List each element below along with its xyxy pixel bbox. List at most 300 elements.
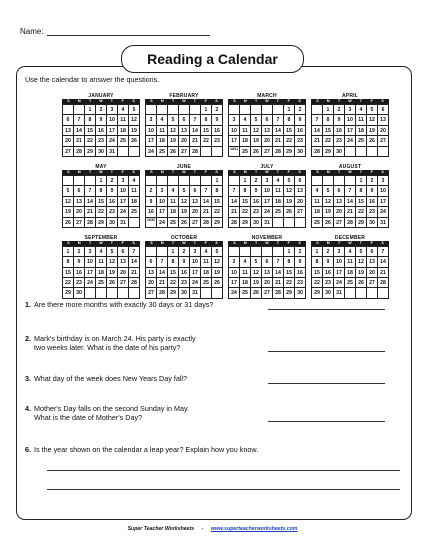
day-cell: 25: [240, 147, 251, 157]
weekday-label: W: [265, 99, 269, 103]
day-cell: 10: [229, 126, 240, 136]
weekday-label: S: [316, 240, 319, 245]
day-cell: 13: [262, 126, 273, 136]
answer-line-6b[interactable]: [47, 489, 400, 490]
weekday-label: W: [265, 240, 269, 245]
day-cell: 30: [74, 288, 85, 298]
day-grid: [145, 175, 223, 228]
day-cell: 30: [295, 147, 306, 157]
answer-line-1[interactable]: [268, 309, 385, 310]
weekday-label: S: [233, 240, 236, 245]
day-cell: 9: [107, 186, 118, 196]
weekday-label: F: [121, 99, 124, 103]
day-cell: 22: [212, 207, 223, 217]
day-cell: 7: [345, 186, 356, 196]
weekday-label: M: [77, 240, 81, 245]
day-cell: 13: [378, 115, 389, 125]
day-cell: 8: [240, 186, 251, 196]
day-cell: 7: [229, 186, 240, 196]
day-cell: 23: [251, 207, 262, 217]
day-cell: 7: [273, 115, 284, 125]
day-cell: 31: [334, 288, 345, 298]
weekday-label: W: [182, 99, 186, 103]
day-cell: 28: [345, 218, 356, 228]
day-cell: 11: [240, 268, 251, 278]
footer: [0, 526, 425, 532]
day-cell: 5: [323, 186, 334, 196]
day-cell: 24: [118, 207, 129, 217]
month-calendar: [228, 164, 306, 228]
day-cell: 8: [201, 115, 212, 125]
day-cell: 5: [284, 176, 295, 186]
day-cell: 14: [129, 257, 140, 267]
weekday-label: S: [215, 169, 218, 174]
day-cell: 16: [323, 268, 334, 278]
day-cell: 2: [146, 186, 157, 196]
day-cell: 13: [179, 126, 190, 136]
day-cell: 5: [63, 186, 74, 196]
day-cell: 25: [273, 207, 284, 217]
month-name: DECEMBER: [334, 234, 366, 241]
day-cell: [85, 288, 96, 298]
day-cell: 18: [168, 207, 179, 217]
day-cell: 6: [367, 247, 378, 257]
day-cell: 13: [295, 186, 306, 196]
day-cell: 3: [334, 247, 345, 257]
day-cell: 16: [367, 197, 378, 207]
day-cell: 22: [323, 136, 334, 146]
day-cell: 19: [356, 268, 367, 278]
day-cell: 15: [168, 268, 179, 278]
weekday-label: S: [233, 99, 236, 103]
day-cell: [251, 105, 262, 115]
day-cell: 4: [240, 115, 251, 125]
weekday-label: W: [348, 99, 352, 103]
day-cell: 24: [85, 278, 96, 288]
question-4: [25, 404, 189, 422]
day-cell: 29: [356, 218, 367, 228]
day-cell: 26: [356, 278, 367, 288]
day-cell: [74, 105, 85, 115]
day-cell: 26: [212, 278, 223, 288]
day-cell: 18: [345, 268, 356, 278]
day-cell: 21: [129, 268, 140, 278]
day-cell: 16: [179, 268, 190, 278]
day-cell: 2: [367, 176, 378, 186]
day-cell: 7: [378, 247, 389, 257]
day-cell: 4: [312, 186, 323, 196]
day-cell: 25: [129, 207, 140, 217]
weekday-label: T: [255, 240, 258, 245]
day-cell: 9: [334, 115, 345, 125]
day-cell: 18: [157, 136, 168, 146]
calendar-row: [62, 93, 389, 157]
day-cell: 4: [356, 105, 367, 115]
weekday-label: F: [121, 169, 124, 174]
calendar-grid: [62, 93, 389, 306]
month-name: FEBRUARY: [169, 93, 199, 99]
day-cell: 11: [312, 197, 323, 207]
question-3: [25, 374, 187, 383]
question-text: two weeks later. What is the date of his party?: [34, 343, 181, 352]
day-cell: 29: [284, 147, 295, 157]
day-cell: 6: [146, 257, 157, 267]
day-cell: 12: [107, 257, 118, 267]
day-cell: [146, 176, 157, 186]
day-cell: 18: [312, 207, 323, 217]
weekday-label: M: [160, 169, 164, 174]
day-cell: [312, 176, 323, 186]
day-cell: 26: [323, 218, 334, 228]
weekday-label: T: [110, 99, 113, 103]
day-cell: 30: [251, 218, 262, 228]
day-cell: 23: [107, 207, 118, 217]
day-cell: [201, 147, 212, 157]
weekday-label: M: [77, 99, 81, 103]
day-cell: 3: [190, 247, 201, 257]
day-cell: 3: [146, 115, 157, 125]
weekday-label: W: [348, 169, 352, 174]
day-cell: [168, 105, 179, 115]
day-cell: 20: [63, 136, 74, 146]
day-cell: 7: [190, 115, 201, 125]
day-grid: [145, 104, 223, 157]
weekday-label: M: [326, 240, 330, 245]
day-cell: 20: [295, 197, 306, 207]
day-cell: 7: [85, 186, 96, 196]
day-cell: 2: [212, 105, 223, 115]
weekday-label: F: [370, 240, 373, 245]
day-cell: 1: [63, 247, 74, 257]
day-cell: 15: [96, 197, 107, 207]
day-cell: 12: [129, 115, 140, 125]
day-cell: 1: [201, 105, 212, 115]
day-cell: 14: [273, 268, 284, 278]
day-cell: 18: [118, 126, 129, 136]
day-cell: 29: [212, 218, 223, 228]
day-cell: 9: [251, 186, 262, 196]
day-cell: [146, 105, 157, 115]
day-grid: [311, 104, 389, 157]
day-cell: 16: [146, 207, 157, 217]
day-cell: [74, 176, 85, 186]
day-cell: 18: [356, 126, 367, 136]
day-cell: 16: [107, 197, 118, 207]
day-cell: [190, 105, 201, 115]
day-cell: 26: [179, 218, 190, 228]
weekday-label: T: [110, 169, 113, 174]
day-cell: 15: [356, 197, 367, 207]
day-cell: 3: [118, 176, 129, 186]
day-cell: 18: [240, 136, 251, 146]
day-cell: 1: [85, 105, 96, 115]
day-cell: 15: [212, 197, 223, 207]
weekday-label: M: [243, 99, 247, 103]
day-cell: 9: [74, 257, 85, 267]
day-cell: 31: [262, 218, 273, 228]
day-cell: 2: [295, 105, 306, 115]
day-cell: 12: [251, 126, 262, 136]
day-cell: 27: [118, 278, 129, 288]
day-cell: 6: [262, 115, 273, 125]
day-cell: 24: [146, 147, 157, 157]
day-cell: 15: [284, 126, 295, 136]
day-cell: [229, 247, 240, 257]
weekday-label: S: [67, 240, 70, 245]
day-cell: 25: [168, 218, 179, 228]
day-cell: 26: [129, 136, 140, 146]
day-cell: 20: [367, 268, 378, 278]
day-cell: [262, 247, 273, 257]
month-name: NOVEMBER: [251, 234, 283, 241]
day-cell: 4: [129, 176, 140, 186]
day-cell: 26: [63, 218, 74, 228]
day-cell: [356, 147, 367, 157]
day-cell: 1: [356, 176, 367, 186]
day-cell: [345, 288, 356, 298]
day-cell: 24: [345, 136, 356, 146]
weekday-label: S: [215, 99, 218, 103]
day-cell: 6: [334, 186, 345, 196]
answer-line-3[interactable]: [268, 383, 385, 384]
day-cell: 20: [146, 278, 157, 288]
day-cell: 28: [378, 278, 389, 288]
day-cell: [63, 176, 74, 186]
day-cell: 19: [323, 207, 334, 217]
day-cell: 26: [168, 147, 179, 157]
month-name: APRIL: [342, 93, 358, 99]
day-cell: [129, 147, 140, 157]
day-cell: 23: [295, 278, 306, 288]
day-cell: 21: [273, 136, 284, 146]
day-cell: 11: [240, 126, 251, 136]
day-cell: [273, 105, 284, 115]
footer-separator: -: [201, 526, 204, 532]
day-cell: [378, 147, 389, 157]
day-cell: 28: [74, 147, 85, 157]
day-cell: 8: [96, 186, 107, 196]
day-cell: 19: [367, 126, 378, 136]
day-cell: 9: [212, 115, 223, 125]
question-2: [25, 334, 196, 352]
day-cell: 23: [74, 278, 85, 288]
day-cell: 15: [85, 126, 96, 136]
weekday-label: M: [243, 240, 247, 245]
day-grid: [145, 246, 223, 299]
day-cell: [118, 288, 129, 298]
month-name: AUGUST: [338, 163, 362, 170]
month-name: MAY: [95, 163, 107, 170]
weekday-label: M: [160, 240, 164, 245]
day-cell: 13: [118, 257, 129, 267]
day-cell: 1: [312, 247, 323, 257]
day-cell: [168, 176, 179, 186]
month-name: OCTOBER: [170, 234, 198, 241]
weekday-label: S: [150, 240, 153, 245]
day-cell: 27: [378, 136, 389, 146]
day-cell: 1: [212, 176, 223, 186]
day-cell: 23: [334, 136, 345, 146]
day-cell: 8: [85, 115, 96, 125]
day-cell: 6: [190, 186, 201, 196]
day-cell: 13: [74, 197, 85, 207]
question-text: Are there more months with exactly 30 days or 31 days?: [34, 300, 214, 309]
weekday-label: S: [381, 99, 384, 103]
day-cell: 10: [334, 257, 345, 267]
weekday-label: S: [298, 240, 301, 245]
weekday-label: F: [370, 99, 373, 103]
day-cell: 19: [129, 126, 140, 136]
day-cell: 7: [273, 257, 284, 267]
weekday-label: T: [359, 99, 362, 103]
day-cell: 17: [85, 268, 96, 278]
day-cell: 27: [262, 288, 273, 298]
question-text: What is the date of Mother's Day?: [34, 413, 143, 422]
day-cell: 31: [107, 147, 118, 157]
day-cell: 3: [157, 186, 168, 196]
day-cell: 3: [229, 257, 240, 267]
day-cell: 16: [295, 126, 306, 136]
day-cell: 29: [85, 147, 96, 157]
day-cell: [212, 288, 223, 298]
day-cell: 20: [190, 207, 201, 217]
day-cell: 22: [168, 278, 179, 288]
day-cell: [240, 105, 251, 115]
day-cell: 21: [190, 136, 201, 146]
weekday-label: F: [287, 99, 290, 103]
weekday-label: T: [89, 99, 92, 103]
day-cell: 20: [74, 207, 85, 217]
day-cell: 25: [356, 136, 367, 146]
day-cell: 31: [378, 218, 389, 228]
day-cell: 12: [251, 268, 262, 278]
day-cell: [273, 218, 284, 228]
day-cell: [63, 105, 74, 115]
name-label: Name:: [20, 27, 44, 36]
day-cell: 8: [323, 115, 334, 125]
day-cell: 9: [96, 115, 107, 125]
day-cell: 1: [284, 105, 295, 115]
day-cell: [295, 218, 306, 228]
day-cell: 14: [312, 126, 323, 136]
day-cell: 16: [334, 126, 345, 136]
answer-line-6a[interactable]: [47, 470, 400, 471]
weekday-label: T: [172, 240, 175, 245]
day-cell: [345, 147, 356, 157]
day-cell: [118, 147, 129, 157]
day-cell: 27: [334, 218, 345, 228]
day-cell: [312, 105, 323, 115]
day-cell: 22: [284, 278, 295, 288]
day-cell: 5: [129, 105, 140, 115]
question-number: 1.: [25, 300, 31, 309]
day-cell: 28: [273, 147, 284, 157]
weekday-label: S: [298, 99, 301, 103]
day-cell: 3: [229, 115, 240, 125]
day-cell: 22: [201, 136, 212, 146]
day-cell: 12: [367, 115, 378, 125]
day-cell: 23: [323, 278, 334, 288]
question-number: 2.: [25, 334, 31, 343]
day-cell: 27: [262, 147, 273, 157]
day-cell: [85, 176, 96, 186]
weekday-label: T: [193, 240, 196, 245]
weekday-label: W: [182, 240, 186, 245]
month-name: JUNE: [176, 163, 192, 170]
day-cell: 17: [345, 126, 356, 136]
day-cell: 15: [323, 126, 334, 136]
day-cell: 18: [273, 197, 284, 207]
weekday-label: S: [132, 169, 135, 174]
day-grid: [228, 104, 306, 157]
day-cell: [201, 176, 212, 186]
day-cell: 10: [146, 126, 157, 136]
question-number: 4.: [25, 404, 31, 413]
day-cell: 5: [367, 105, 378, 115]
day-cell: 2: [179, 247, 190, 257]
day-cell: 7: [129, 247, 140, 257]
weekday-label: F: [287, 169, 290, 174]
day-cell: 15: [312, 268, 323, 278]
day-cell: 30: [367, 218, 378, 228]
day-cell: 28: [157, 288, 168, 298]
day-cell: 8: [212, 186, 223, 196]
day-cell: 30: [323, 288, 334, 298]
weekday-label: S: [150, 99, 153, 103]
day-cell: 26: [284, 207, 295, 217]
day-cell: 27: [367, 278, 378, 288]
answer-line-2[interactable]: [268, 351, 385, 352]
day-cell: [273, 247, 284, 257]
day-cell: 19: [107, 268, 118, 278]
day-cell: 6: [118, 247, 129, 257]
answer-line-4[interactable]: [268, 421, 385, 422]
day-cell: 5: [168, 115, 179, 125]
day-cell: 11: [345, 257, 356, 267]
day-cell: 6: [295, 176, 306, 186]
name-input-line[interactable]: [47, 28, 210, 36]
day-cell: 17: [107, 126, 118, 136]
day-cell: 19: [168, 136, 179, 146]
month-calendar: [145, 164, 223, 228]
day-cell: 17: [229, 278, 240, 288]
day-cell: 25: [201, 278, 212, 288]
day-cell: 30: [179, 288, 190, 298]
day-cell: [378, 288, 389, 298]
day-cell: 12: [356, 257, 367, 267]
day-cell: 2: [107, 176, 118, 186]
footer-url[interactable]: www.superteacherworksheets.com: [210, 526, 298, 532]
weekday-label: S: [67, 99, 70, 103]
day-cell: 23: [96, 136, 107, 146]
day-cell: 18: [240, 278, 251, 288]
day-cell: 8: [284, 115, 295, 125]
day-cell: 3: [262, 176, 273, 186]
month-calendar: [62, 235, 140, 299]
day-cell: 9: [146, 197, 157, 207]
day-cell: 2: [96, 105, 107, 115]
day-cell: 13: [63, 126, 74, 136]
day-cell: 21: [229, 207, 240, 217]
day-cell: 1: [96, 176, 107, 186]
day-cell: 10: [262, 186, 273, 196]
day-cell: [229, 176, 240, 186]
weekday-label: T: [276, 99, 279, 103]
weekday-label: S: [298, 169, 301, 174]
day-cell: 20: [378, 126, 389, 136]
day-cell: 21: [312, 136, 323, 146]
day-cell: 25: [312, 218, 323, 228]
